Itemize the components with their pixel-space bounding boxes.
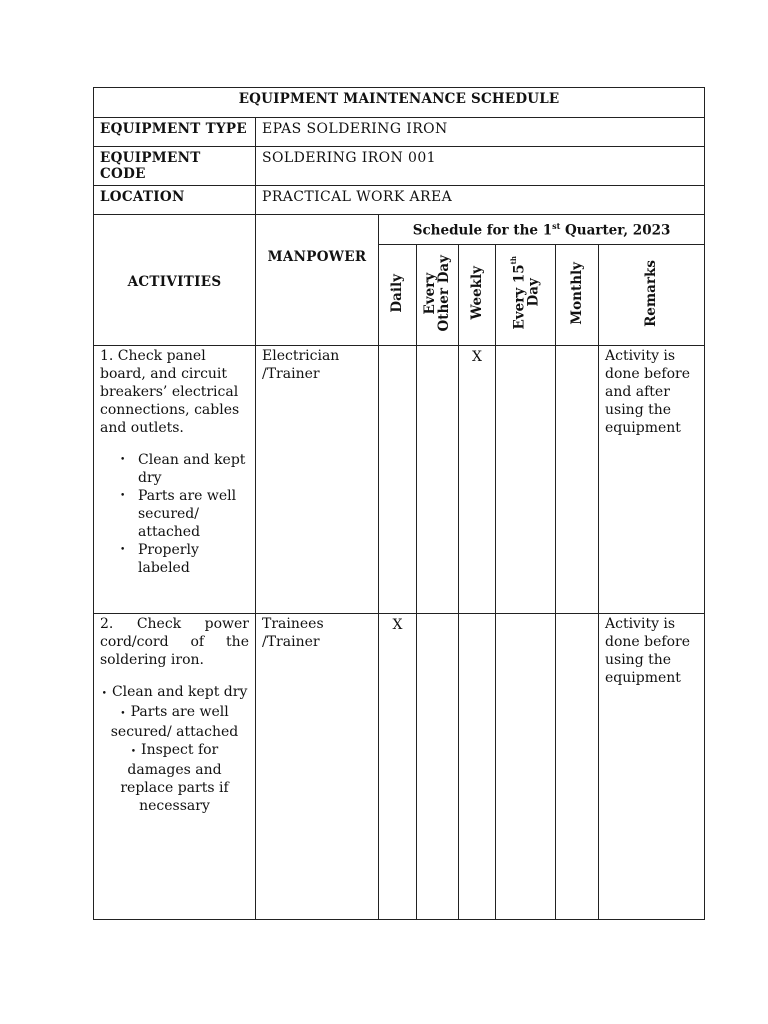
equipment-type-value: EPAS SOLDERING IRON [256, 118, 705, 147]
manpower-cell: Trainees /Trainer [256, 614, 379, 920]
daily-cell [379, 346, 417, 614]
equipment-type-label: EQUIPMENT TYPE [94, 118, 256, 147]
every-other-day-cell [417, 614, 459, 920]
remarks-cell: Activity is done before and after using the equipment [599, 346, 705, 614]
list-item: • Clean and kept dry [100, 683, 249, 703]
activities-header: ACTIVITIES [94, 215, 256, 346]
col-daily-header: Daily [379, 245, 417, 346]
col-monthly-header: Monthly [556, 245, 599, 346]
equipment-code-value: SOLDERING IRON 001 [256, 147, 705, 186]
list-item: • Parts are well secured/ attached [100, 703, 249, 741]
activity-text: 2. Check power cord/cord of the soldering iron. [100, 616, 249, 668]
every-15th-day-cell [496, 346, 556, 614]
weekly-cell: X [459, 346, 496, 614]
every-15th-day-cell [496, 614, 556, 920]
col-every-other-day-header: Every Other Day [417, 245, 459, 346]
schedule-header: Schedule for the 1st Quarter, 2023 [379, 215, 705, 245]
daily-cell: X [379, 614, 417, 920]
document-title: EQUIPMENT MAINTENANCE SCHEDULE [94, 88, 705, 118]
location-label: LOCATION [94, 186, 256, 215]
col-every-15th-day-header: Every 15th Day [496, 245, 556, 346]
list-item: • Inspect for damages and replace parts if necessary [100, 741, 249, 815]
activity-cell [94, 614, 256, 920]
list-item: • Parts are well secured/ attached [120, 487, 249, 541]
equipment-code-label: EQUIPMENT CODE [94, 147, 256, 186]
col-remarks-header: Remarks [599, 245, 705, 346]
monthly-cell [556, 346, 599, 614]
monthly-cell [556, 614, 599, 920]
maintenance-schedule-table [93, 87, 705, 920]
manpower-header: MANPOWER [256, 215, 379, 346]
location-value: PRACTICAL WORK AREA [256, 186, 705, 215]
list-item: • Clean and kept dry [120, 451, 249, 487]
manpower-cell: Electrician /Trainer [256, 346, 379, 614]
remarks-cell: Activity is done before using the equipment [599, 614, 705, 920]
table-row [94, 346, 705, 614]
table-row [94, 614, 705, 920]
list-item: • Properly labeled [120, 541, 249, 577]
every-other-day-cell [417, 346, 459, 614]
weekly-cell [459, 614, 496, 920]
activity-checklist [100, 683, 249, 815]
activity-checklist [100, 451, 249, 577]
col-weekly-header: Weekly [459, 245, 496, 346]
activity-text: 1. Check panel board, and circuit breakers’ electrical connections, cables and outlets. [100, 348, 240, 436]
activity-cell [94, 346, 256, 614]
